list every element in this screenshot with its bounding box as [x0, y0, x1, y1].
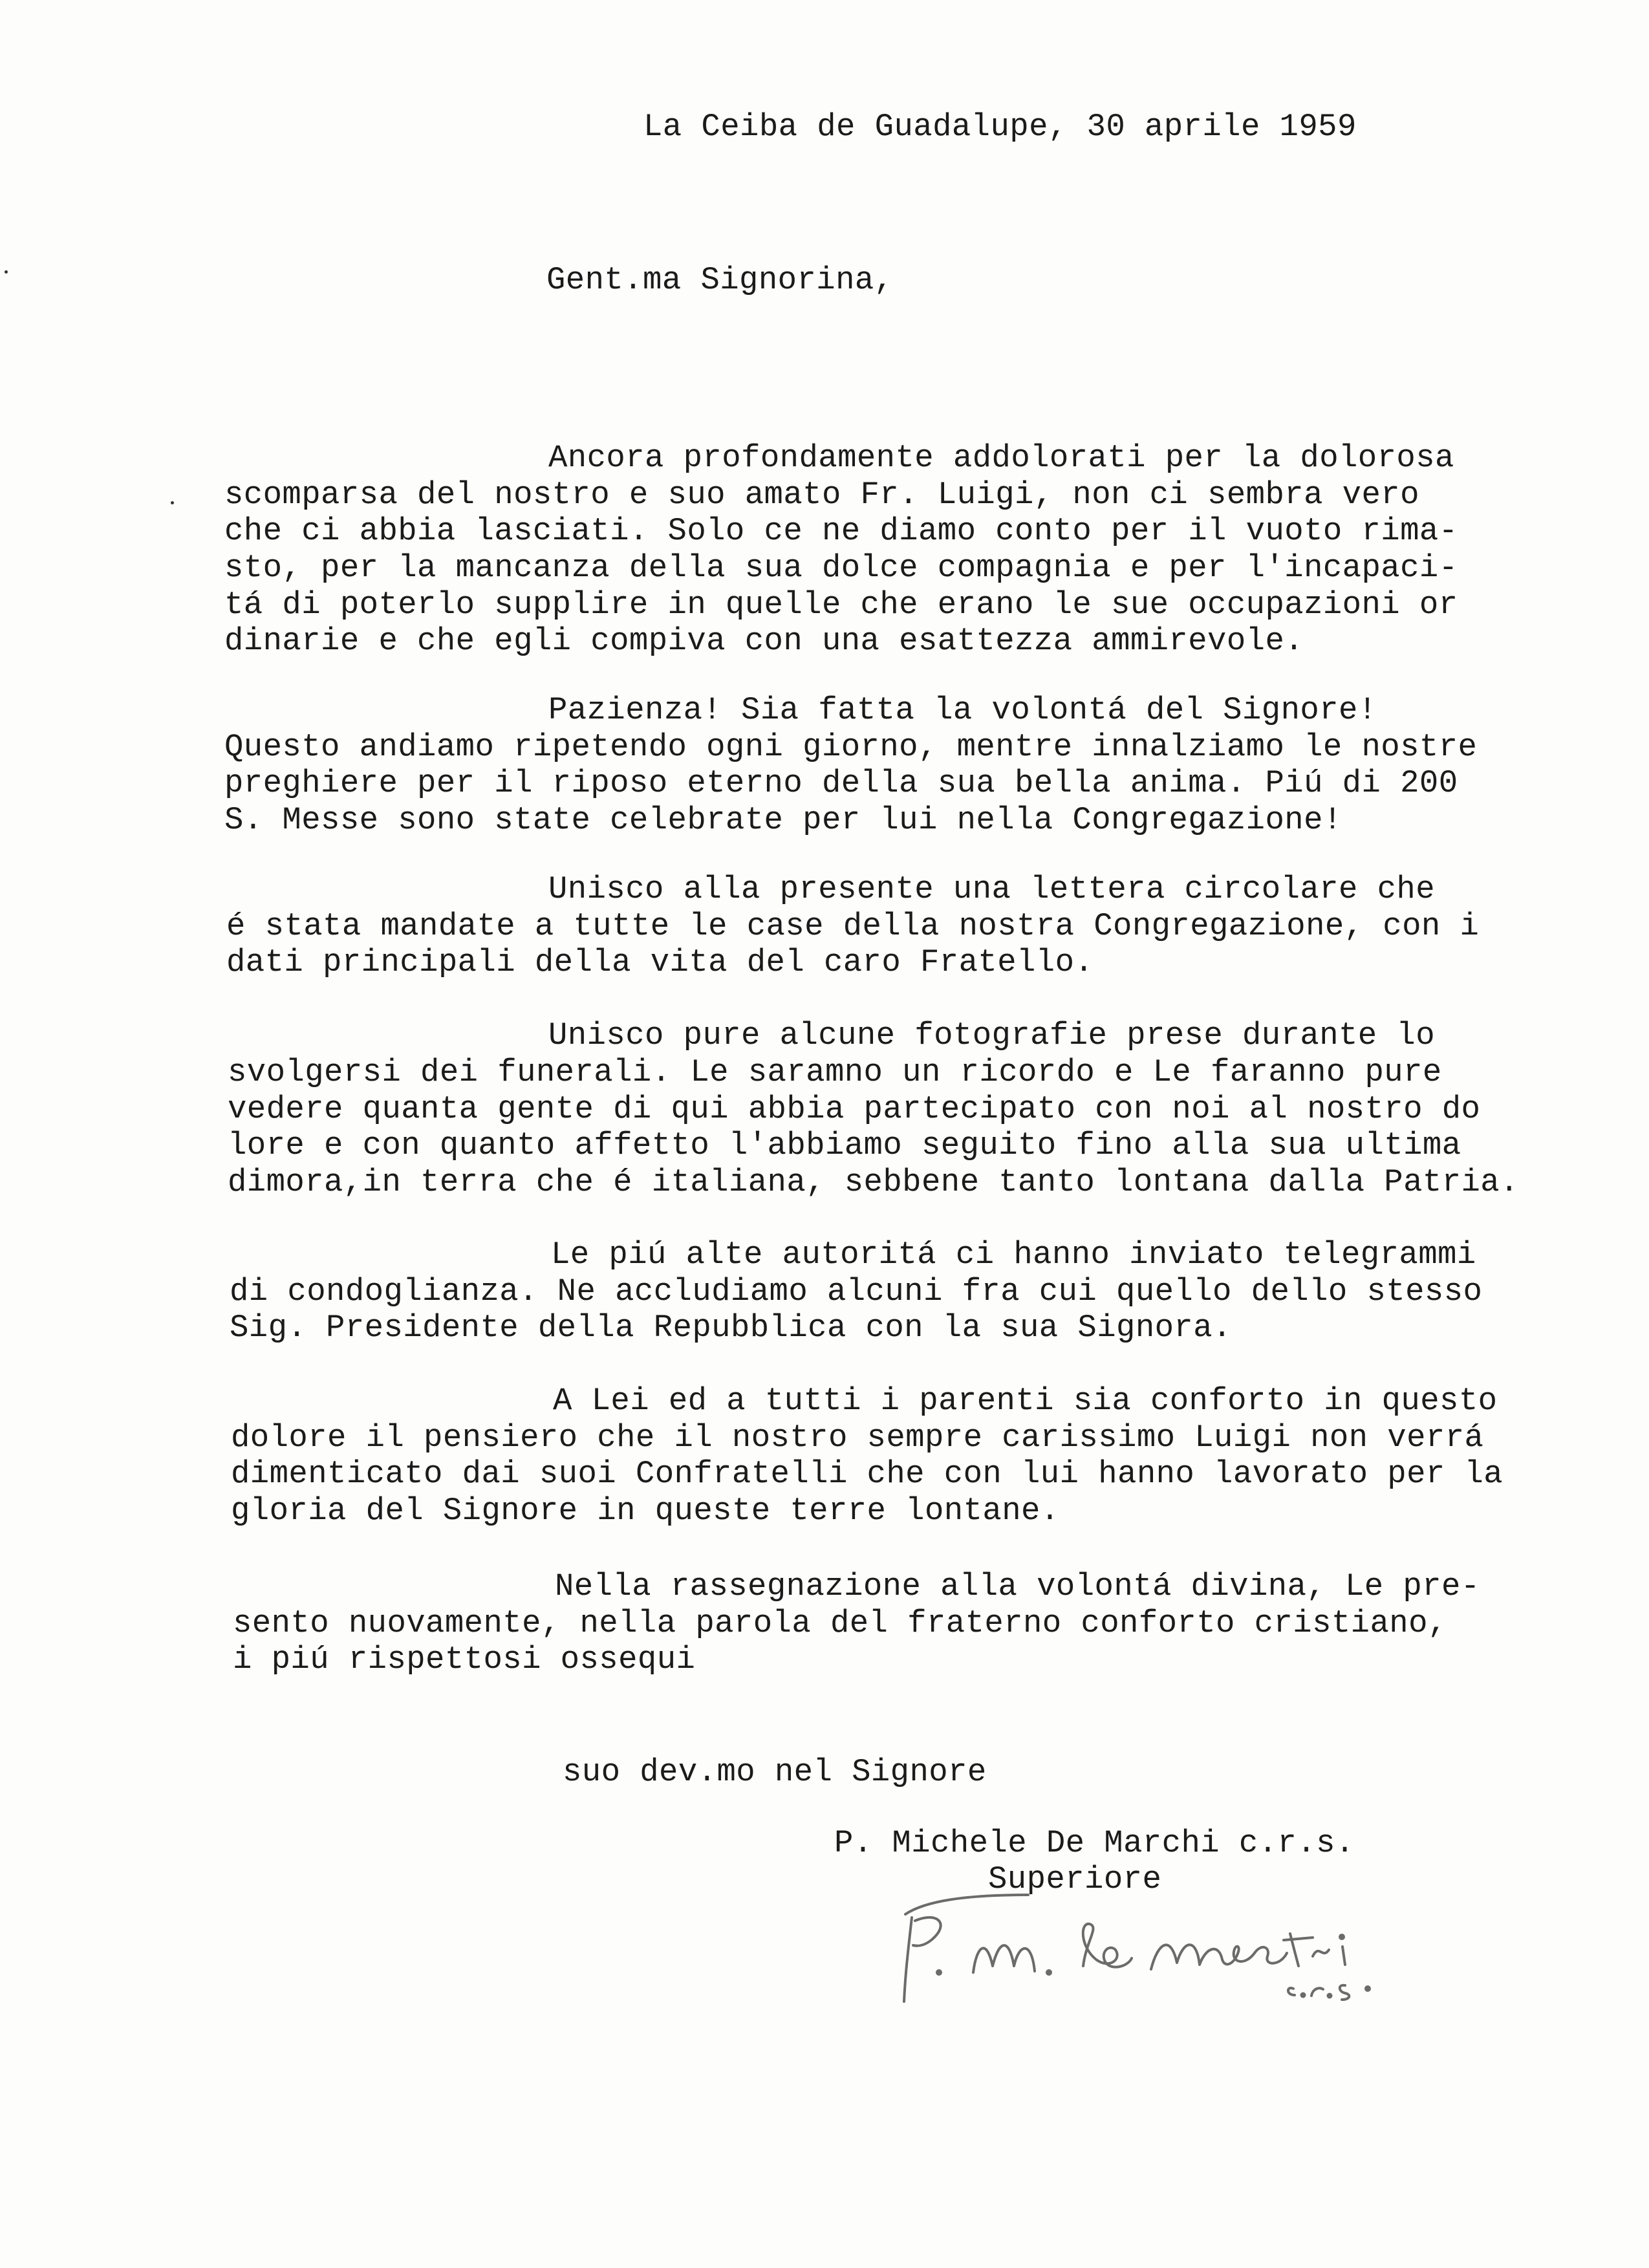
- body-line: Le piú alte autoritá ci hanno inviato telegrammi: [551, 1237, 1476, 1273]
- body-line: Unisco pure alcune fotografie prese durante lo: [548, 1017, 1436, 1053]
- body-line: S. Messe sono state celebrate per lui nella Congregazione!: [224, 802, 1342, 838]
- body-line: Questo andiamo ripetendo ogni giorno, mentre innalziamo le nostre: [224, 729, 1478, 765]
- body-line: tá di poterlo supplire in quelle che erano le sue occupazioni or: [224, 587, 1458, 623]
- body-line: Nella rassegnazione alla volontá divina, Le pre-: [555, 1568, 1480, 1604]
- body-line: sto, per la mancanza della sua dolce compagnia e per l'incapaci-: [224, 550, 1458, 586]
- body-line: che ci abbia lasciati. Solo ce ne diamo conto per il vuoto rima-: [224, 513, 1458, 549]
- body-line: gloria del Signore in queste terre lontane.: [231, 1493, 1060, 1529]
- body-line: Ancora profondamente addolorati per la dolorosa: [548, 440, 1454, 476]
- body-line: vedere quanta gente di qui abbia partecipato con noi al nostro do: [228, 1091, 1481, 1127]
- handwritten-signature: [867, 1875, 1423, 2018]
- body-line: dinarie e che egli compiva con una esattezza ammirevole.: [224, 623, 1304, 659]
- sender-title: Superiore: [988, 1861, 1162, 1897]
- body-line: Sig. Presidente della Repubblica con la sua Signora.: [230, 1310, 1232, 1346]
- body-line: é stata mandate a tutte le case della nostra Congregazione, con i: [226, 908, 1480, 944]
- body-line: dimenticato dai suoi Confratelli che con lui hanno lavorato per la: [231, 1456, 1503, 1492]
- body-line: dimora,in terra che é italiana, sebbene tanto lontana dalla Patria.: [228, 1164, 1519, 1200]
- body-line: dolore il pensiero che il nostro sempre carissimo Luigi non verrá: [231, 1420, 1484, 1456]
- body-line: A Lei ed a tutti i parenti sia conforto in questo: [553, 1383, 1498, 1419]
- body-line: i piú rispettosi ossequi: [233, 1641, 696, 1678]
- body-line: preghiere per il riposo eterno della sua bella anima. Piú di 200: [224, 765, 1458, 801]
- body-line: Unisco alla presente una lettera circolare che: [548, 871, 1436, 907]
- body-line: di condoglianza. Ne accludiamo alcuni fra cui quello dello stesso: [230, 1273, 1483, 1310]
- date-line: La Ceiba de Guadalupe, 30 aprile 1959: [643, 109, 1357, 145]
- scan-speck: [171, 501, 174, 504]
- body-line: svolgersi dei funerali. Le saramno un ricordo e Le faranno pure: [228, 1054, 1442, 1090]
- body-line: dati principali della vita del caro Fratello.: [226, 944, 1094, 980]
- closing: suo dev.mo nel Signore: [563, 1754, 987, 1790]
- body-line: scomparsa del nostro e suo amato Fr. Luigi, non ci sembra vero: [224, 477, 1419, 513]
- sender-name: P. Michele De Marchi c.r.s.: [834, 1825, 1355, 1861]
- body-line: Pazienza! Sia fatta la volontá del Signore!: [548, 692, 1377, 728]
- scan-speck: [5, 270, 8, 274]
- salutation: Gent.ma Signorina,: [546, 262, 894, 298]
- body-line: sento nuovamente, nella parola del fraterno conforto cristiano,: [233, 1605, 1447, 1641]
- body-line: lore e con quanto affetto l'abbiamo seguito fino alla sua ultima: [228, 1127, 1461, 1163]
